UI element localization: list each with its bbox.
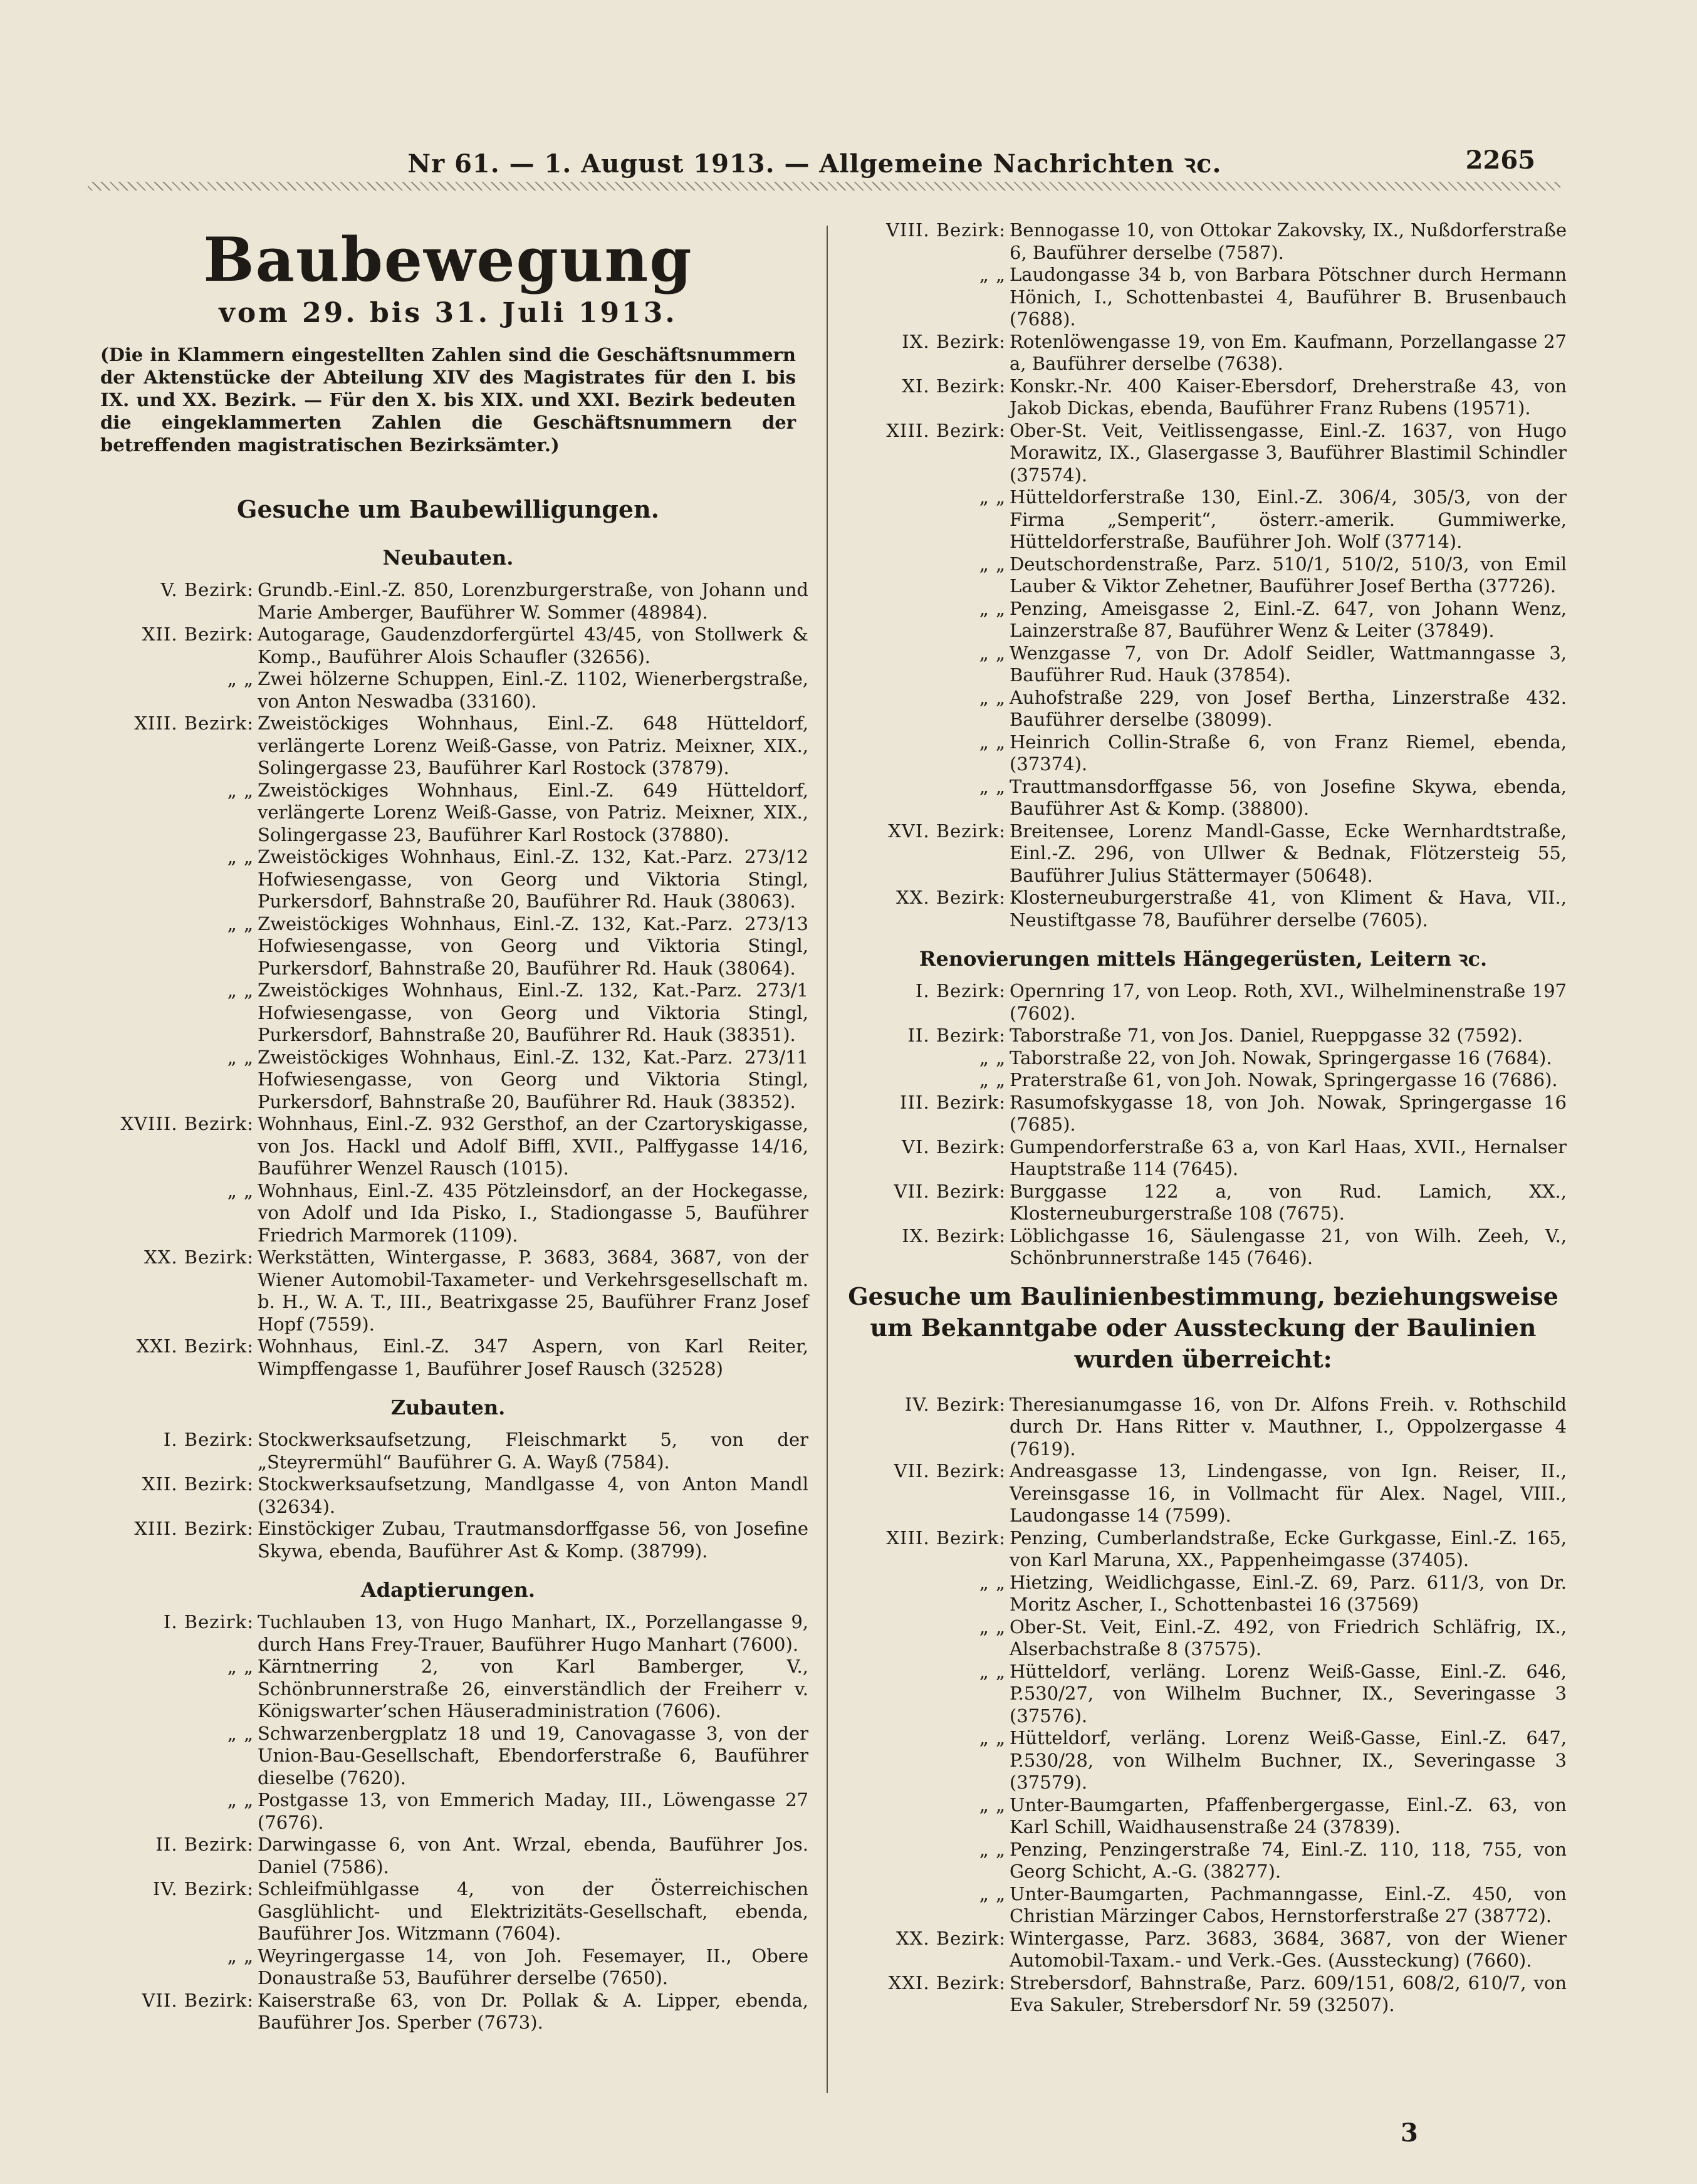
- district-label: VII. Bezirk:: [894, 1460, 1006, 1481]
- district-label: XII. Bezirk:: [142, 624, 254, 645]
- column-divider: [827, 226, 828, 2093]
- district-label: XI. Bezirk:: [902, 375, 1006, 397]
- district-label: „ „: [227, 912, 254, 934]
- district-label: V. Bezirk:: [160, 579, 254, 600]
- subsection-heading: Renovierungen mittels Hängegerüsten, Leitern ꝛc.: [919, 947, 1488, 971]
- entry-text: Kaiserstraße 63, von Dr. Pollak & A. Lipper, ebenda, Bauführer Jos. Sperber (7673).: [258, 1989, 808, 2033]
- entry-text: Ober-St. Veit, Veitlissengasse, Einl.-Z. 1637, von Hugo Morawitz, IX., Glasergasse 3, Bauführer Blastimil Schindler (37574).: [1010, 419, 1567, 486]
- permit-entry: [88, 1723, 808, 1790]
- entry-text: Burggasse 122 a, von Rud. Lamich, XX., Klosterneuburgerstraße 108 (7675).: [1010, 1180, 1567, 1224]
- district-label: „ „: [979, 597, 1006, 619]
- page-title: Baubewegung: [203, 224, 693, 295]
- entry-text: Klosterneuburgerstraße 41, von Kliment & Hava, VII., Neustiftgasse 78, Bauführer derselbe (7605).: [1010, 887, 1567, 931]
- district-label: „ „: [979, 553, 1006, 575]
- entry-text: Löblichgasse 16, Säulengasse 21, von Wilh. Zeeh, V., Schönbrunnerstraße 145 (7646).: [1010, 1225, 1567, 1268]
- permit-entry: [88, 980, 808, 1047]
- entry-text: Penzing, Penzingerstraße 74, Einl.-Z. 110, 118, 755, von Georg Schicht, A.-G. (38277).: [1010, 1838, 1567, 1882]
- subsection-heading: Zubauten.: [390, 1396, 506, 1419]
- permit-entry: [840, 980, 1567, 1025]
- entry-text: Penzing, Ameisgasse 2, Einl.-Z. 647, von Johann Wenz, Lainzerstraße 87, Bauführer Wenz & Leiter (37849).: [1010, 597, 1567, 641]
- permit-entry: [88, 1473, 808, 1518]
- entry-text: Zweistöckiges Wohnhaus, Einl.-Z. 649 Hütteldorf, verlängerte Lorenz Weiß-Gasse, von Patriz. Meixner, XIX., Solingergasse 23, Bauführer Karl Rostock (37880).: [258, 779, 808, 845]
- permit-entry: [840, 1661, 1567, 1728]
- district-label: VII. Bezirk:: [894, 1180, 1006, 1202]
- intro-note: (Die in Klammern eingestellten Zahlen sind die Geschäftsnummern der Aktenstücke der Abteilung XIV des Magistrates für den I. bis IX. und XX. Bezirk. — Für den X. bis XIX. und XXI. Bezirk bedeuten die eingeklammerten Zahlen die Geschäftsnummern der betreffenden magistratischen Bezirksämter.): [100, 344, 796, 456]
- entry-text: Darwingasse 6, von Ant. Wrzal, ebenda, Bauführer Jos. Daniel (7586).: [258, 1834, 808, 1878]
- entry-text: Rasumofskygasse 18, von Joh. Nowak, Springergasse 16 (7685).: [1010, 1091, 1567, 1135]
- permit-entry: [840, 776, 1567, 820]
- district-label: „ „: [979, 1883, 1006, 1904]
- entry-text: Kärntnerring 2, von Karl Bamberger, V., Schönbrunnerstraße 26, einverständlich der Freiherr v. Königswarter’schen Häuseradministration (7606).: [258, 1656, 808, 1722]
- entry-text: Unter-Baumgarten, Pachmanngasse, Einl.-Z. 450, von Christian Märzinger Cabos, Hernstorferstraße 27 (38772).: [1010, 1883, 1567, 1926]
- permit-entry: [88, 1429, 808, 1473]
- entry-text: Wintergasse, Parz. 3683, 3684, 3687, von der Wiener Automobil-Taxam.- und Verk.-Ges. (Aussteckung) (7660).: [1010, 1927, 1567, 1971]
- right-column: [840, 219, 1567, 2017]
- permit-entry: [840, 1839, 1567, 1883]
- permit-entry: [88, 780, 808, 847]
- page-header: [94, 145, 1535, 183]
- permit-entry: [840, 731, 1567, 776]
- district-label: I. Bezirk:: [915, 980, 1006, 1001]
- permit-entry: [88, 1834, 808, 1878]
- entry-text: Strebersdorf, Bahnstraße, Parz. 609/151, 608/2, 610/7, von Eva Sakuler, Strebersdorf Nr. 59 (32507).: [1010, 1972, 1567, 2015]
- permit-entry: [88, 1246, 808, 1335]
- permit-entry: [88, 1518, 808, 1562]
- entry-text: Rotenlöwengasse 19, von Em. Kaufmann, Porzellangasse 27 a, Bauführer derselbe (7638).: [1010, 330, 1567, 374]
- district-label: VII. Bezirk:: [142, 1989, 254, 2011]
- entry-text: Grundb.-Einl.-Z. 850, Lorenzburgerstraße, von Johann und Marie Amberger, Bauführer W. Sommer (48984).: [258, 579, 808, 623]
- entry-text: Hütteldorf, verläng. Lorenz Weiß-Gasse, Einl.-Z. 646, P.530/27, von Wilhelm Buchner, IX., Severingasse 3 (37576).: [1010, 1660, 1567, 1727]
- left-column-items: [88, 494, 808, 2034]
- entry-text: Breitensee, Lorenz Mandl-Gasse, Ecke Wernhardtstraße, Einl.-Z. 296, von Ullwer & Bednak, Flötzersteig 55, Bauführer Julius Stättermayer (50648).: [1010, 820, 1567, 886]
- issue-line: Nr 61. — 1. August 1913. — Allgemeine Nachrichten ꝛc.: [407, 149, 1222, 179]
- entry-text: Taborstraße 71, von Jos. Daniel, Rueppgasse 32 (7592).: [1010, 1025, 1523, 1046]
- permit-entry: [840, 1025, 1567, 1047]
- permit-entry: [88, 624, 808, 668]
- permit-entry: [88, 1945, 808, 1990]
- district-label: „ „: [979, 1727, 1006, 1748]
- entry-text: Deutschordenstraße, Parz. 510/1, 510/2, 510/3, von Emil Lauber & Viktor Zehetner, Bauführer Josef Bertha (37726).: [1010, 553, 1567, 597]
- district-label: „ „: [227, 1656, 254, 1677]
- entry-text: Schwarzenbergplatz 18 und 19, Canovagasse 3, von der Union-Bau-Gesellschaft, Ebendorferstraße 6, Bauführer dieselbe (7620).: [258, 1722, 808, 1789]
- district-label: „ „: [979, 1047, 1006, 1068]
- entry-text: Praterstraße 61, von Joh. Nowak, Springergasse 16 (7686).: [1010, 1069, 1558, 1090]
- header-rule: [88, 182, 1560, 191]
- permit-entry: [88, 579, 808, 624]
- district-label: „ „: [227, 1722, 254, 1744]
- entry-text: Wenzgasse 7, von Dr. Adolf Seidler, Wattmanngasse 3, Bauführer Rud. Hauk (37854).: [1010, 642, 1567, 686]
- entry-text: Trauttmansdorffgasse 56, von Josefine Skywa, ebenda, Bauführer Ast & Komp. (38800).: [1010, 775, 1567, 819]
- permit-entry: [88, 713, 808, 780]
- entry-text: Wohnhaus, Einl.-Z. 932 Gersthof, an der Czartoryskigasse, von Jos. Hackl und Adolf Biffl, XVII., Palffygasse 14/16, Bauführer Wenzel Rausch (1015).: [258, 1113, 808, 1179]
- permit-entry: [88, 1335, 808, 1380]
- entry-text: Zweistöckiges Wohnhaus, Einl.-Z. 648 Hütteldorf, verlängerte Lorenz Weiß-Gasse, von Patriz. Meixner, XIX., Solingergasse 23, Bauführer Karl Rostock (37879).: [258, 713, 808, 778]
- district-label: „ „: [227, 668, 254, 689]
- district-label: IV. Bezirk:: [153, 1878, 254, 1899]
- permit-entry: [88, 1878, 808, 1945]
- entry-text: Penzing, Cumberlandstraße, Ecke Gurkgasse, Einl.-Z. 165, von Karl Maruna, XX., Pappenheimgasse (37405).: [1010, 1527, 1567, 1570]
- section-heading: Gesuche um Baubewilligungen.: [237, 495, 659, 523]
- permit-entry: [840, 1928, 1567, 1972]
- permit-entry: [88, 668, 808, 713]
- entry-text: Postgasse 13, von Emmerich Maday, III., Löwengasse 27 (7676).: [258, 1789, 808, 1833]
- district-label: „ „: [979, 1616, 1006, 1638]
- entry-text: Zwei hölzerne Schuppen, Einl.-Z. 1102, Wienerbergstraße, von Anton Neswadba (33160).: [258, 668, 808, 712]
- district-label: „ „: [227, 980, 254, 1001]
- district-label: II. Bezirk:: [907, 1025, 1006, 1046]
- entry-text: Hütteldorferstraße 130, Einl.-Z. 306/4, 305/3, von der Firma „Semperit“, österr.-amerik. Gummiwerke, Hütteldorferstraße, Bauführer Joh. Wolf (37714).: [1010, 486, 1567, 552]
- permit-entry: [840, 1069, 1567, 1092]
- entry-text: Autogarage, Gaudenzdorfergürtel 43/45, von Stollwerk & Komp., Bauführer Alois Schaufler (32656).: [258, 624, 808, 667]
- district-label: „ „: [227, 1046, 254, 1068]
- entry-text: Opernring 17, von Leop. Roth, XVI., Wilhelminenstraße 197 (7602).: [1010, 980, 1567, 1024]
- entry-text: Taborstraße 22, von Joh. Nowak, Springergasse 16 (7684).: [1010, 1047, 1552, 1068]
- entry-text: Hietzing, Weidlichgasse, Einl.-Z. 69, Parz. 611/3, von Dr. Moritz Ascher, I., Schottenbastei 16 (37569): [1010, 1571, 1567, 1615]
- permit-entry: [840, 264, 1567, 331]
- entry-text: Heinrich Collin-Straße 6, von Franz Riemel, ebenda, (37374).: [1010, 731, 1567, 775]
- district-label: „ „: [979, 686, 1006, 708]
- entry-text: Bennogasse 10, von Ottokar Zakovsky, IX., Nußdorferstraße 6, Bauführer derselbe (7587).: [1010, 219, 1567, 263]
- permit-entry: [840, 1181, 1567, 1225]
- entry-text: Auhofstraße 229, von Josef Bertha, Linzerstraße 432. Bauführer derselbe (38099).: [1010, 686, 1567, 730]
- district-label: „ „: [227, 846, 254, 867]
- entry-text: Hütteldorf, verläng. Lorenz Weiß-Gasse, Einl.-Z. 647, P.530/28, von Wilhelm Buchner, IX., Severingasse 3 (37579).: [1010, 1727, 1567, 1793]
- district-label: „ „: [227, 1789, 254, 1810]
- entry-text: Gumpendorferstraße 63 a, von Karl Haas, XVII., Hernalser Hauptstraße 114 (7645).: [1010, 1136, 1567, 1179]
- page-subtitle: vom 29. bis 31. Juli 1913.: [219, 297, 677, 329]
- entry-text: Zweistöckiges Wohnhaus, Einl.-Z. 132, Kat.-Parz. 273/12 Hofwiesengasse, von Georg und Viktoria Stingl, Purkersdorf, Bahnstraße 20, Bauführer Rd. Hauk (38063).: [258, 846, 808, 912]
- entry-text: Werkstätten, Wintergasse, P. 3683, 3684, 3687, von der Wiener Automobil-Taxameter- und Verkehrsgesellschaft m. b. H., W. A. T., III., Beatrixgasse 25, Bauführer Franz Josef Hopf (7559).: [258, 1246, 808, 1335]
- permit-entry: [88, 1789, 808, 1834]
- district-label: II. Bezirk:: [155, 1834, 254, 1855]
- district-label: IX. Bezirk:: [902, 330, 1006, 352]
- permit-entry: [88, 1656, 808, 1723]
- district-label: XVI. Bezirk:: [888, 820, 1006, 842]
- permit-entry: [88, 1611, 808, 1656]
- permit-entry: [840, 219, 1567, 264]
- permit-entry: [840, 642, 1567, 687]
- district-label: „ „: [227, 779, 254, 801]
- district-label: I. Bezirk:: [163, 1429, 254, 1450]
- district-label: „ „: [979, 775, 1006, 797]
- page-number: 2265: [1465, 145, 1535, 175]
- permit-entry: [88, 913, 808, 980]
- district-label: „ „: [979, 1660, 1006, 1682]
- district-label: „ „: [979, 1571, 1006, 1593]
- subsection-heading: Adaptierungen.: [360, 1578, 536, 1602]
- district-label: „ „: [979, 1794, 1006, 1816]
- district-label: „ „: [979, 264, 1006, 285]
- district-label: XVIII. Bezirk:: [120, 1113, 254, 1134]
- permit-entry: [840, 1972, 1567, 2017]
- permit-entry: [840, 1794, 1567, 1839]
- district-label: „ „: [227, 1945, 254, 1967]
- entry-text: Ober-St. Veit, Einl.-Z. 492, von Friedrich Schläfrig, IX., Alserbachstraße 8 (37575).: [1010, 1616, 1567, 1659]
- permit-entry: [840, 1883, 1567, 1928]
- district-label: XIII. Bezirk:: [134, 713, 254, 734]
- district-label: XIII. Bezirk:: [886, 1527, 1006, 1549]
- permit-entry: [840, 1572, 1567, 1616]
- entry-text: Einstöckiger Zubau, Trautmansdorffgasse 56, von Josefine Skywa, ebenda, Bauführer Ast & Komp. (38799).: [258, 1518, 808, 1562]
- entry-text: Unter-Baumgarten, Pfaffenbergergasse, Einl.-Z. 63, von Karl Schill, Waidhausenstraße 24 (37839).: [1010, 1794, 1567, 1837]
- permit-entry: [840, 1527, 1567, 1572]
- permit-entry: [840, 820, 1567, 887]
- permit-entry: [840, 553, 1567, 598]
- district-label: XII. Bezirk:: [142, 1473, 254, 1495]
- district-label: „ „: [227, 1179, 254, 1201]
- permit-entry: [840, 486, 1567, 553]
- entry-text: Stockwerksaufsetzung, Mandlgasse 4, von Anton Mandl (32634).: [258, 1473, 808, 1517]
- permit-entry: [840, 887, 1567, 931]
- permit-entry: [88, 1990, 808, 2034]
- subsection-heading: Neubauten.: [382, 546, 514, 570]
- permit-entry: [840, 1092, 1567, 1136]
- entry-text: Theresianumgasse 16, von Dr. Alfons Freih. v. Rothschild durch Dr. Hans Ritter v. Mauthner, I., Oppolzergasse 4 (7619).: [1010, 1393, 1567, 1460]
- entry-text: Weyringergasse 14, von Joh. Fesemayer, II., Obere Donaustraße 53, Bauführer derselbe (7650).: [258, 1945, 808, 1988]
- entry-text: Zweistöckiges Wohnhaus, Einl.-Z. 132, Kat.-Parz. 273/11 Hofwiesengasse, von Georg und Viktoria Stingl, Purkersdorf, Bahnstraße 20, Bauführer Rd. Hauk (38352).: [258, 1046, 808, 1112]
- district-label: IX. Bezirk:: [902, 1225, 1006, 1246]
- entry-text: Zweistöckiges Wohnhaus, Einl.-Z. 132, Kat.-Parz. 273/1 Hofwiesengasse, von Georg und Viktoria Stingl, Purkersdorf, Bahnstraße 20, Bauführer Rd. Hauk (38351).: [258, 980, 808, 1045]
- district-label: „ „: [979, 731, 1006, 753]
- entry-text: Wohnhaus, Einl.-Z. 347 Aspern, von Karl Reiter, Wimpffengasse 1, Bauführer Josef Rausch (32528): [258, 1335, 808, 1379]
- district-label: III. Bezirk:: [899, 1091, 1006, 1113]
- district-label: XXI. Bezirk:: [136, 1335, 254, 1357]
- left-column: [88, 219, 808, 2034]
- entry-text: Zweistöckiges Wohnhaus, Einl.-Z. 132, Kat.-Parz. 273/13 Hofwiesengasse, von Georg und Viktoria Stingl, Purkersdorf, Bahnstraße 20, Bauführer Rd. Hauk (38064).: [258, 912, 808, 979]
- permit-entry: [88, 1047, 808, 1114]
- district-label: XX. Bezirk:: [144, 1246, 254, 1268]
- district-label: XIII. Bezirk:: [886, 419, 1006, 441]
- permit-entry: [840, 1394, 1567, 1461]
- entry-text: Andreasgasse 13, Lindengasse, von Ign. Reiser, II., Vereinsgasse 16, in Vollmacht für Alex. Nagel, VIII., Laudongasse 14 (7599).: [1010, 1460, 1567, 1526]
- district-label: I. Bezirk:: [163, 1611, 254, 1633]
- district-label: XIII. Bezirk:: [134, 1518, 254, 1539]
- permit-entry: [840, 1136, 1567, 1181]
- entry-text: Wohnhaus, Einl.-Z. 435 Pötzleinsdorf, an der Hockegasse, von Adolf und Ida Pisko, I., Stadiongasse 5, Bauführer Friedrich Marmorek (1109).: [258, 1179, 808, 1246]
- permit-entry: [840, 420, 1567, 487]
- right-column-items: [840, 219, 1567, 2017]
- sheet-number: 3: [1401, 2118, 1418, 2148]
- permit-entry: [840, 598, 1567, 642]
- permit-entry: [840, 375, 1567, 420]
- district-label: „ „: [979, 1069, 1006, 1090]
- entry-text: Konskr.-Nr. 400 Kaiser-Ebersdorf, Dreherstraße 43, von Jakob Dickas, ebenda, Bauführer Franz Rubens (19571).: [1010, 375, 1567, 419]
- permit-entry: [840, 1047, 1567, 1070]
- permit-entry: [88, 1180, 808, 1247]
- district-label: „ „: [979, 486, 1006, 508]
- district-label: XXI. Bezirk:: [888, 1972, 1006, 1993]
- permit-entry: [840, 687, 1567, 731]
- permit-entry: [88, 846, 808, 913]
- district-label: IV. Bezirk:: [905, 1393, 1006, 1415]
- district-label: XX. Bezirk:: [896, 887, 1006, 908]
- permit-entry: [840, 1460, 1567, 1527]
- district-label: „ „: [979, 642, 1006, 664]
- permit-entry: [840, 1616, 1567, 1661]
- entry-text: Schleifmühlgasse 4, von der Österreichischen Gasglühlicht- und Elektrizitäts-Gesellschaft, ebenda, Bauführer Jos. Witzmann (7604).: [258, 1878, 808, 1944]
- permit-entry: [88, 1113, 808, 1180]
- district-label: VI. Bezirk:: [901, 1136, 1006, 1157]
- district-label: „ „: [979, 1838, 1006, 1860]
- section-heading: Gesuche um Baulinienbestimmung, beziehungsweise um Bekanntgabe oder Aussteckung der Baulinien wurden überreicht:: [848, 1282, 1559, 1373]
- entry-text: Laudongasse 34 b, von Barbara Pötschner durch Hermann Hönich, I., Schottenbastei 4, Bauführer B. Brusenbauch (7688).: [1010, 264, 1567, 330]
- permit-entry: [840, 1225, 1567, 1270]
- entry-text: Stockwerksaufsetzung, Fleischmarkt 5, von der „Steyrermühl“ Bauführer G. A. Wayß (7584).: [258, 1429, 808, 1473]
- entry-text: Tuchlauben 13, von Hugo Manhart, IX., Porzellangasse 9, durch Hans Frey-Trauer, Bauführer Hugo Manhart (7600).: [258, 1611, 808, 1655]
- district-label: VIII. Bezirk:: [886, 219, 1006, 241]
- permit-entry: [840, 1727, 1567, 1794]
- district-label: XX. Bezirk:: [896, 1927, 1006, 1949]
- permit-entry: [840, 331, 1567, 375]
